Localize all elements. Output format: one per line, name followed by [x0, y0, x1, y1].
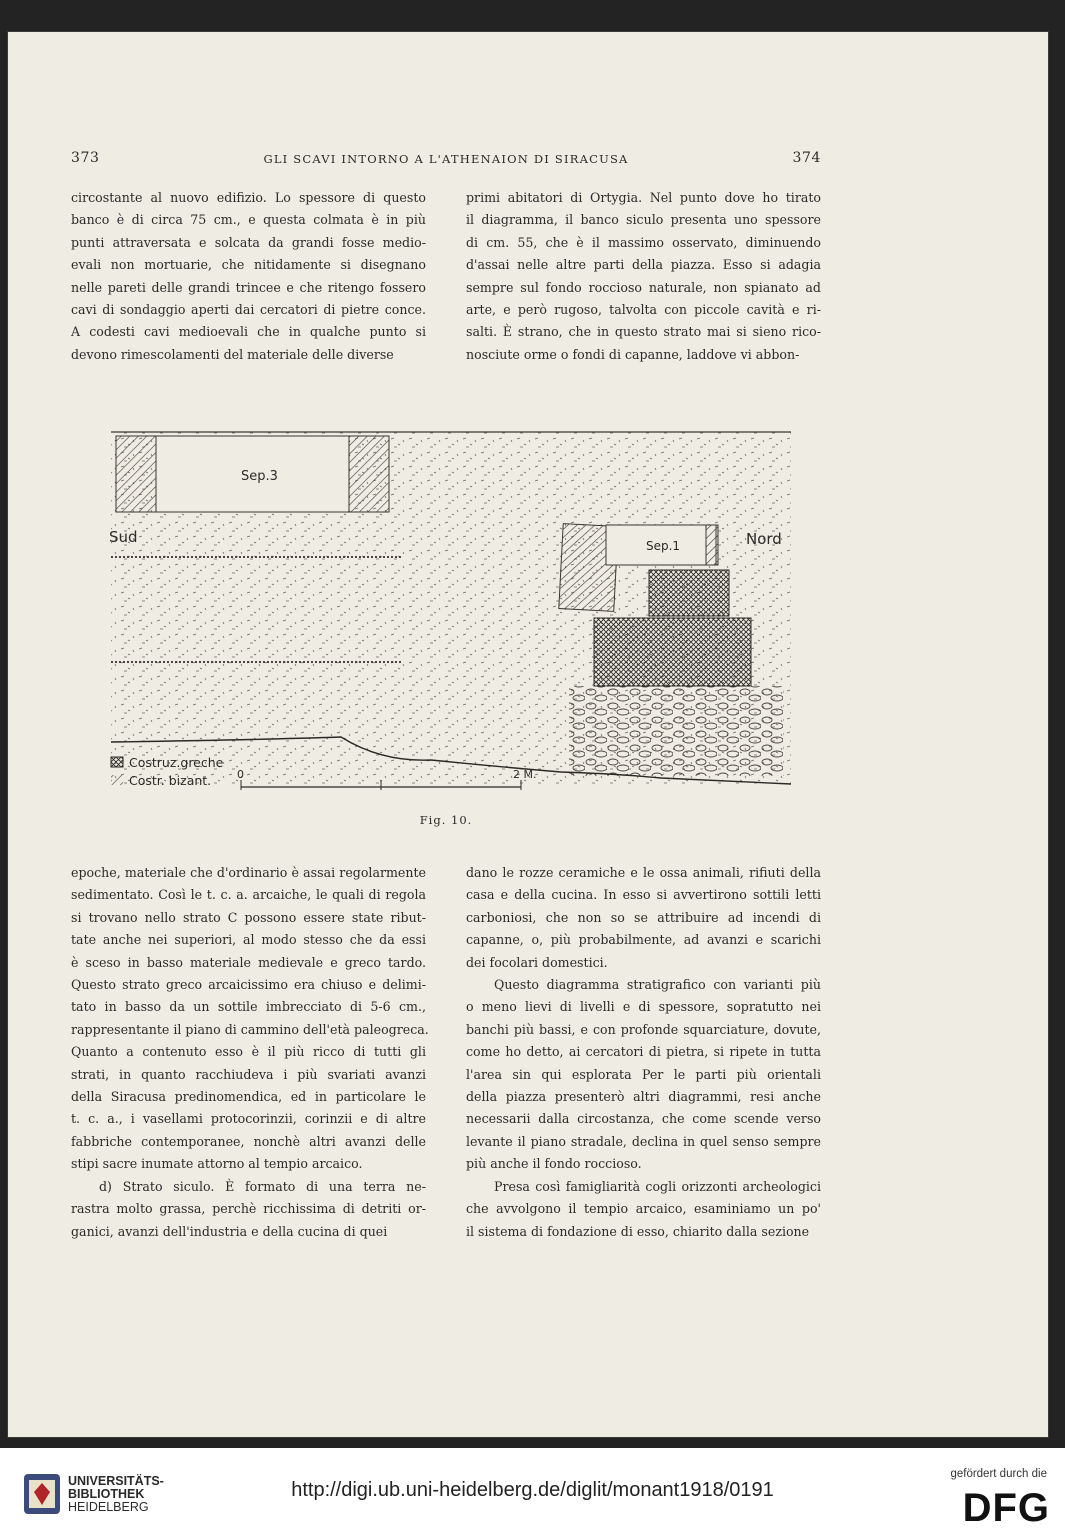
- institution-name: UNIVERSITÄTS- BIBLIOTHEK HEIDELBERG: [68, 1474, 164, 1514]
- text-line: si trovano nello strato C possono essere state ribut-: [71, 909, 426, 925]
- text-line: l'area sin qui esplorata Per le parti più orientali: [466, 1066, 821, 1082]
- text-line: strati, in quanto racchiudeva i più svariati avanzi: [71, 1066, 426, 1082]
- figure-caption: Fig. 10.: [419, 813, 473, 827]
- text-line: Questo strato greco arcaicissimo era chiuso e delimi-: [71, 977, 426, 993]
- sep1-label: Sep.1: [646, 539, 681, 553]
- text-line: devono rimescolamenti del materiale delle diverse: [71, 346, 394, 362]
- digitization-footer: [0, 1448, 1065, 1539]
- text-line: tato in basso da un sottile imbrecciato di 5-6 cm.,: [71, 999, 426, 1015]
- text-line: banco è di circa 75 cm., e questa colmata è in più: [71, 212, 426, 228]
- stratigraphic-figure: [101, 422, 801, 812]
- text-line: carboniosi, che non so se attribuire ad incendi di: [466, 909, 821, 925]
- text-line: stipi sacre inumate attorno al tempio arcaico.: [71, 1156, 363, 1172]
- text-line: primi abitatori di Ortygia. Nel punto dove ho tirato: [466, 190, 821, 205]
- text-line: Quanto a contenuto esso è il più ricco di tutti gli: [71, 1044, 426, 1060]
- text-line: rappresentante il piano di cammino dell'età paleogreca.: [71, 1021, 429, 1037]
- running-header: [71, 150, 821, 174]
- dfg-logo: DFG: [962, 1486, 1050, 1530]
- text-line: ganici, avanzi dell'industria e della cucina di quei: [71, 1223, 388, 1239]
- text-line: di cm. 55, che è il massimo osservato, diminuendo: [466, 234, 821, 250]
- text-line: arte, e però rugoso, talvolta con piccole cavità e ri-: [466, 302, 821, 318]
- sep3-wall-right: [349, 436, 389, 512]
- text-line: circostante al nuovo edifizio. Lo spessore di questo: [71, 190, 426, 205]
- greek-block-upper: [649, 570, 729, 616]
- text-column-bottom-right: [466, 862, 821, 1243]
- text-line: o meno lievi di livelli e di spessore, sopratutto nei: [466, 999, 821, 1015]
- text-line: nosciute orme o fondi di capanne, laddove vi abbon-: [466, 346, 800, 362]
- text-line: dano le rozze ceramiche e le ossa animali, rifiuti della: [466, 865, 821, 880]
- text-line: d) Strato siculo. È formato di una terra ne-: [99, 1178, 426, 1194]
- legend-greek-swatch: [111, 757, 123, 767]
- text-column-top-left: [71, 187, 426, 366]
- text-column-top-right: [466, 187, 821, 366]
- text-line: d'assai nelle altre parti della piazza. Esso si adagia: [466, 257, 821, 273]
- sep3-label: Sep.3: [241, 469, 278, 484]
- text-line: Questo diagramma stratigrafico con varianti più: [494, 977, 821, 993]
- text-line: levante il piano stradale, declina in quel senso sempre: [466, 1133, 821, 1149]
- text-line: rastra molto grassa, perchè ricchissima di detriti or-: [71, 1201, 426, 1217]
- text-line: t. c. a., i vasellami protocorinzii, corinzii e di altre: [71, 1111, 426, 1127]
- running-title: GLI SCAVI INTORNO A L'ATHENAION DI SIRACUSA: [263, 152, 629, 166]
- funding-note: gefördert durch die: [950, 1468, 1047, 1480]
- sep1-wall: [706, 525, 718, 565]
- text-line: sedimentato. Così le t. c. a. arcaiche, le quali di regola: [71, 887, 426, 903]
- label-nord: Nord: [746, 530, 782, 548]
- text-line: della piazza presenterò altri diagrammi, resi anche: [466, 1089, 821, 1105]
- page-number-left: 373: [71, 150, 100, 166]
- scale-end-label: 2 M.: [513, 768, 537, 781]
- text-line: tate anche nei superiori, al modo stesso che da essi: [71, 932, 426, 948]
- sep3-wall-left: [116, 436, 156, 512]
- text-line: sempre sul fondo roccioso naturale, non spianato ad: [466, 279, 821, 295]
- text-line: il diagramma, il banco siculo presenta uno spessore: [466, 212, 821, 228]
- text-line: casa e della cucina. In esso si avvertirono sottili letti: [466, 887, 821, 903]
- page-content: [71, 150, 821, 1260]
- text-line: A codesti cavi medioevali che in qualche punto si: [71, 324, 426, 340]
- text-line: il sistema di fondazione di esso, chiarito dalla sezione: [466, 1223, 810, 1239]
- text-line: come ho detto, ai cercatori di pietra, si ripete in tutta: [466, 1044, 821, 1060]
- source-url-link[interactable]: http://digi.ub.uni-heidelberg.de/diglit/monant1918/0191: [291, 1479, 774, 1501]
- legend-greek-label: Costruz.greche: [129, 755, 224, 770]
- text-line: banchi più bassi, e con profonde squarciature, dovute,: [466, 1021, 821, 1037]
- text-line: punti attraversata e solcata da grandi fosse medio-: [71, 234, 426, 250]
- text-line: è sceso in basso materiale medievale e greco tardo.: [71, 954, 426, 970]
- scale-start-label: 0: [237, 768, 244, 781]
- text-line: più anche il fondo roccioso.: [466, 1156, 642, 1172]
- legend-byz-label: Costr. bizant.: [129, 773, 212, 788]
- text-line: epoche, materiale che d'ordinario è assai regolarmente: [71, 865, 426, 880]
- text-line: cavi di sondaggio aperti dai cercatori di pietre conce.: [71, 302, 426, 318]
- greek-block-lower: [594, 618, 751, 686]
- text-line: capanne, o, più probabilmente, ad avanzi e scarichi: [466, 932, 821, 948]
- text-line: dei focolari domestici.: [466, 954, 608, 970]
- text-line: necessarii dalla circostanza, che come scende verso: [466, 1111, 821, 1127]
- label-sud: Sud: [109, 528, 138, 546]
- text-line: che avvolgono il tempio arcaico, esaminiamo un po': [466, 1201, 821, 1217]
- stone-foundation: [569, 686, 784, 776]
- legend-byz-swatch: [111, 775, 123, 785]
- text-line: salti. È strano, che in questo strato mai si sieno rico-: [466, 324, 821, 340]
- book-page: [8, 32, 1048, 1437]
- text-column-bottom-left: [71, 862, 429, 1243]
- text-line: della Siracusa predinomendica, ed in particolare le: [71, 1089, 426, 1105]
- text-line: fabbriche contemporanee, nonchè altri avanzi delle: [71, 1133, 426, 1149]
- text-line: Presa così famigliarità cogli orizzonti archeologici: [494, 1178, 821, 1194]
- page-number-right: 374: [792, 150, 821, 166]
- text-line: nelle pareti delle grandi trincee e che ritengo fossero: [71, 279, 426, 295]
- text-line: evali non mortuarie, che nitidamente si disegnano: [71, 257, 426, 273]
